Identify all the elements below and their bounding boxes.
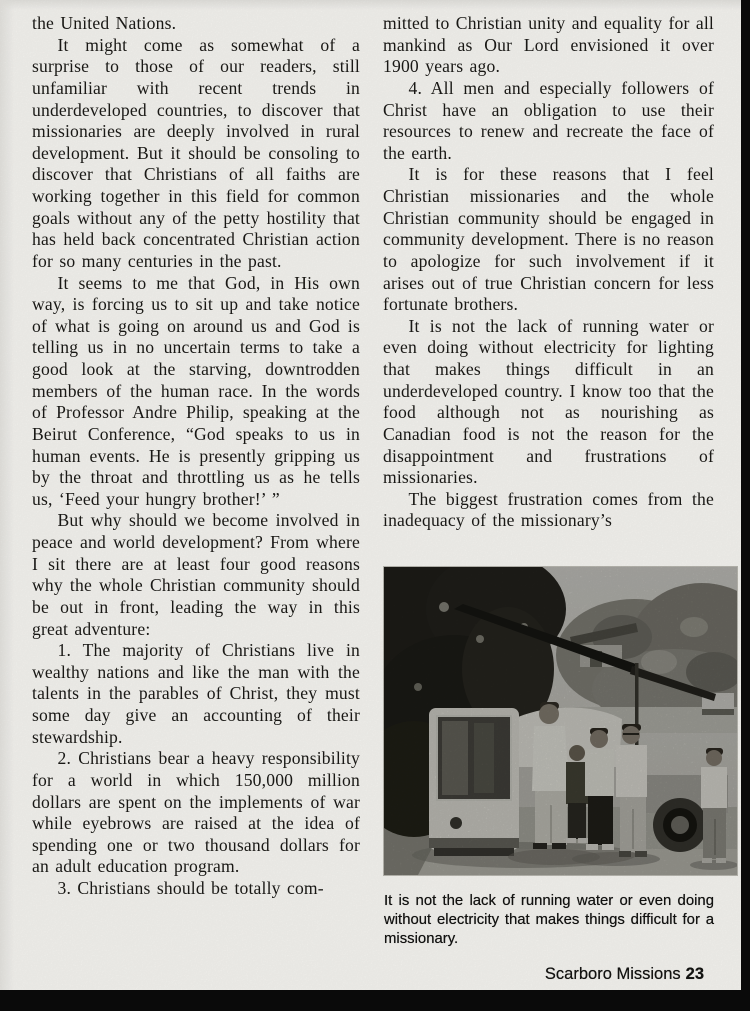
paragraph: 4. All men and especially followers of Christ have an obligation to use their resources to renew and recreate the face of the earth. [383,77,714,163]
page-footer [545,965,704,984]
publication-name: Scarboro Missions [544,965,681,983]
photo-grain [384,567,737,875]
scan-border-bottom [0,990,750,1011]
article-photo-figure [384,567,737,950]
paragraph: It is not the lack of running water or even doing without electricity for lighting that makes things difficult in an underdeveloped country. I know too that the food although not as nourishing as Canadian food is not the reason for the disappointment and frustrations of missionaries. [383,315,714,488]
scan-edge-left [0,0,14,1011]
paragraph: 3. Christians should be totally com- [57,878,324,898]
paragraph: It is for these reasons that I feel Christian missionaries and the whole Christian community should be engaged in community development. There is no reason to apologize for such involvement if it arises out of true Christian concern for less fortunate brothers. [383,164,714,315]
paragraph: the United Nations. [32,13,177,33]
missionaries-jeep-photo [384,567,737,875]
page-number: 23 [685,965,704,983]
paragraph: It might come as somewhat of a surprise to those of our readers, still unfamiliar with recent trends in underdeveloped countries, to discover that missionaries are deeply involved in rural development. But it should be consoling to discover that Christians of all faiths are working together in this field for common goals without any of the petty hostility that has held back concentrated Christian action for so many centuries in the past. [32,34,360,271]
scan-edge-top [0,0,750,10]
paragraph: The biggest frustration comes from the inadequacy of the missionary’s [383,488,714,531]
photo-caption: It is not the lack of running water or even doing without electricity that makes things difficult for a missionary. [384,893,714,948]
paragraph: 2. Christians bear a heavy responsibility for a world in which 150,000 million dollars are spent on the implements of war while eyebrows are raised at the idea of spending one or two thousand dollars for an adult education program. [32,748,360,877]
paragraph: 1. The majority of Christians live in wealthy nations and like the man with the talents in the parables of Christ, they must some day give an accounting of their stewardship. [32,640,360,747]
paragraph: But why should we become involved in peace and world development? From where I sit there are at least four good reasons why the whole Christian community should be out in front, leading the way in this great adventure: [32,510,360,639]
article-column-left [32,13,360,900]
paragraph: mitted to Christian unity and equality for all mankind as Our Lord envisioned it over 1900 years ago. [383,13,714,77]
scan-border-right [741,0,750,1011]
article-column-right [383,13,714,532]
paragraph: It seems to me that God, in His own way, is forcing us to sit up and take notice of what is going on around us and God is telling us in no uncertain terms to take a good look at the starving, downtrodden members of the human race. In the words of Professor Andre Philip, speaking at the Beirut Conference, “God speaks to us in human events. He is presently gripping us by the throat and throttling us as he tells us, ‘Feed your hungry brother!’ ” [32,272,360,509]
